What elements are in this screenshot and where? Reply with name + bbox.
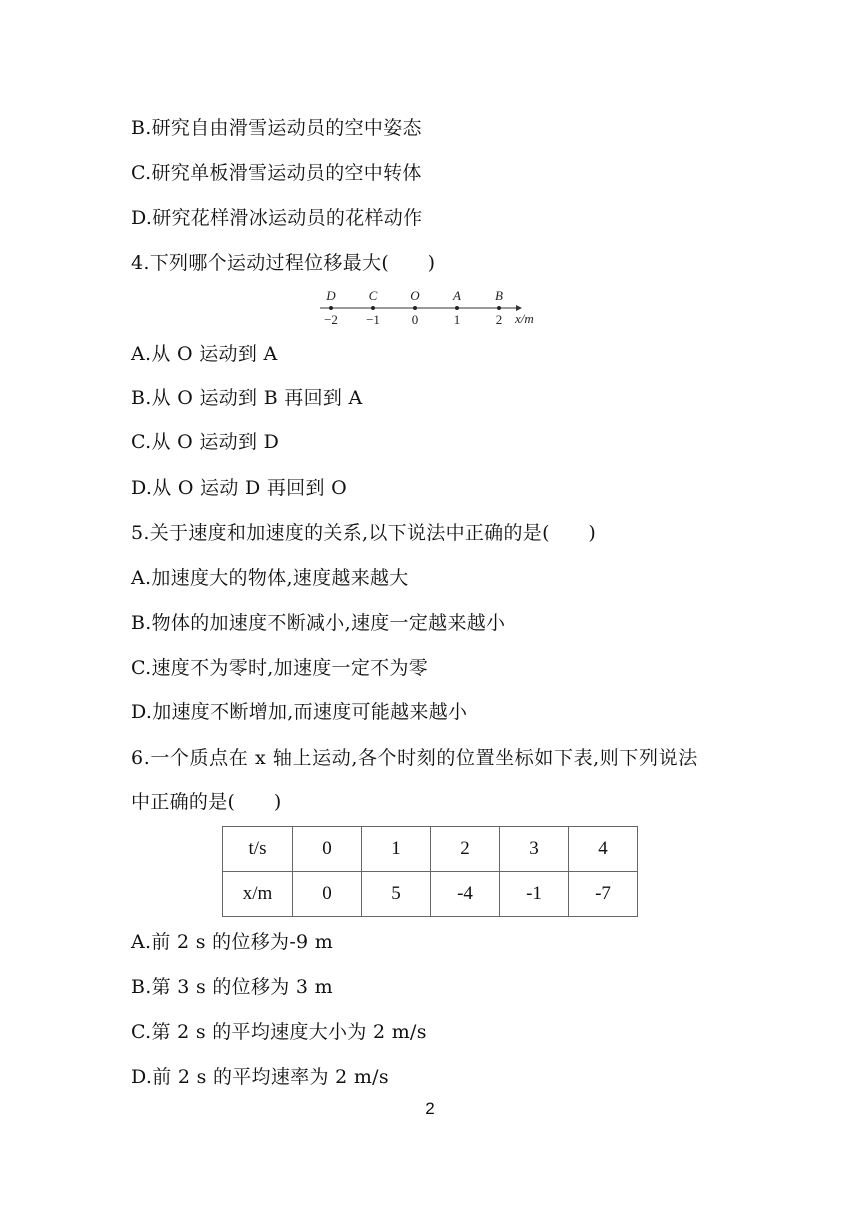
q6-stem-line1: 6.一个质点在 x 轴上运动,各个时刻的位置坐标如下表,则下列说法 (131, 747, 698, 769)
q4-stem: 4.下列哪个运动过程位移最大( ) (131, 252, 436, 274)
q5-stem: 5.关于速度和加速度的关系,以下说法中正确的是( ) (131, 522, 597, 544)
q3-option-c: C.研究单板滑雪运动员的空中转体 (131, 162, 422, 184)
q3-option-b: B.研究自由滑雪运动员的空中姿态 (131, 117, 422, 139)
number-line-point-label: O (410, 288, 420, 303)
number-line-point (371, 306, 375, 310)
number-line-point (329, 306, 333, 310)
q6-option-d: D.前 2 s 的平均速率为 2 m/s (131, 1066, 389, 1088)
number-line-point-label: A (453, 288, 461, 303)
page-number: 2 (425, 1099, 435, 1118)
table-cell: 1 (362, 827, 431, 872)
number-line-figure (316, 286, 534, 328)
number-line-point-label: C (368, 288, 378, 303)
q5-option-d: D.加速度不断增加,而速度可能越来越小 (131, 701, 468, 723)
q4-option-c: C.从 O 运动到 D (131, 431, 280, 453)
number-line-point (413, 306, 417, 310)
table-cell: 5 (362, 872, 431, 917)
q6-option-b: B.第 3 s 的位移为 3 m (131, 976, 333, 998)
table-row (223, 872, 638, 917)
table-cell: -7 (569, 872, 638, 917)
q3-option-d: D.研究花样滑冰运动员的花样动作 (131, 207, 423, 229)
table-cell: 4 (569, 827, 638, 872)
q4-option-b: B.从 O 运动到 B 再回到 A (131, 387, 363, 409)
number-line-tick-label: −2 (324, 312, 338, 327)
q4-option-d: D.从 O 运动 D 再回到 O (131, 477, 347, 499)
q6-option-c: C.第 2 s 的平均速度大小为 2 m/s (131, 1021, 427, 1043)
q5-option-a: A.加速度大的物体,速度越来越大 (131, 567, 409, 589)
table-cell: 0 (293, 827, 362, 872)
table-header-cell: t/s (223, 827, 293, 872)
table-cell: -1 (500, 872, 569, 917)
table-row (223, 827, 638, 872)
q6-stem-line2: 中正确的是( ) (131, 791, 282, 813)
table-cell: 3 (500, 827, 569, 872)
number-line-point (455, 306, 459, 310)
table-header-cell: x/m (223, 872, 293, 917)
number-line-point-label: B (495, 288, 503, 303)
number-line-axis-label: x/m (515, 311, 534, 326)
number-line-tick-label: 2 (495, 312, 503, 327)
table-cell: -4 (431, 872, 500, 917)
number-line-tick-label: 1 (453, 312, 461, 327)
table-cell: 2 (431, 827, 500, 872)
number-line-point (497, 306, 501, 310)
q6-option-a: A.前 2 s 的位移为-9 m (131, 931, 334, 953)
number-line-tick-label: 0 (411, 312, 419, 327)
q5-option-b: B.物体的加速度不断减小,速度一定越来越小 (131, 612, 506, 634)
table-cell: 0 (293, 872, 362, 917)
position-table (222, 826, 638, 917)
number-line-point-label: D (326, 288, 336, 303)
q4-option-a: A.从 O 运动到 A (131, 343, 278, 365)
q5-option-c: C.速度不为零时,加速度一定不为零 (131, 657, 429, 679)
number-line-tick-label: −1 (366, 312, 380, 327)
